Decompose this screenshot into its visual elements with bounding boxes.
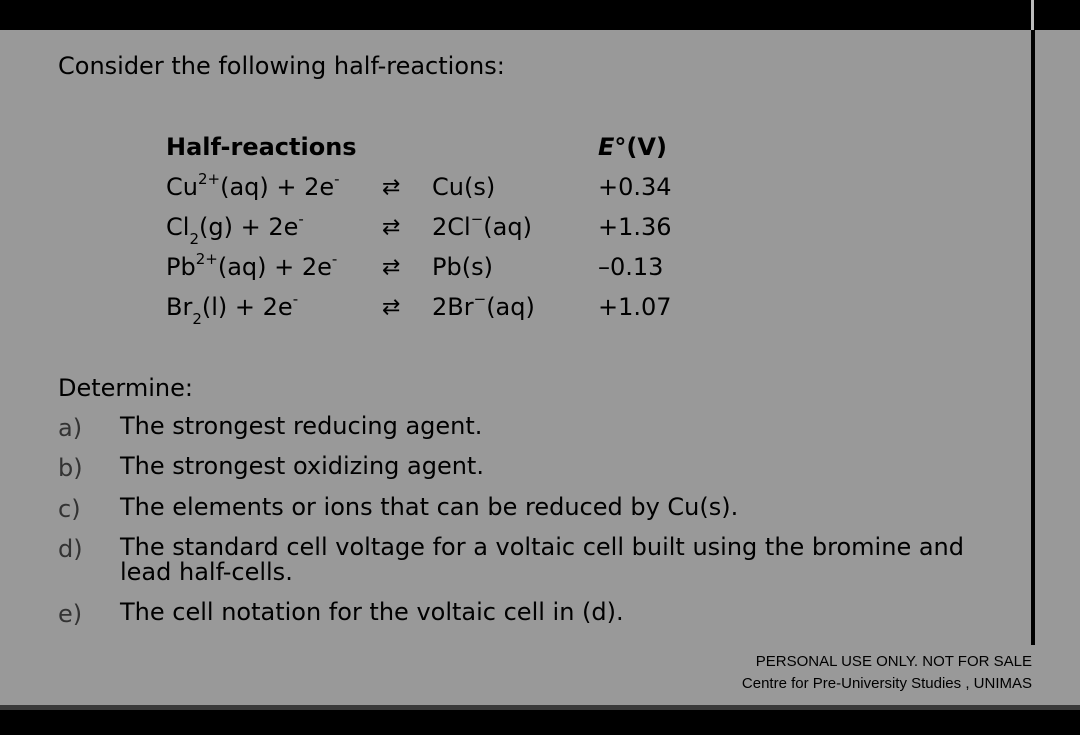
potential-3: +1.07 — [598, 293, 672, 321]
species-rest: (g) + 2e — [198, 213, 299, 241]
potential-2: –0.13 — [598, 253, 664, 281]
potential-0: +0.34 — [598, 173, 672, 201]
reaction-right-2 — [432, 255, 493, 279]
charge: 2+ — [197, 170, 221, 188]
electron-charge: - — [292, 290, 299, 308]
footer-institution: Centre for Pre-University Studies , UNIMAS — [741, 675, 1032, 692]
equilibrium-arrow-icon: ⇄ — [382, 215, 401, 240]
header-e-unit: °(V) — [614, 133, 667, 161]
product-rest: (aq) — [486, 293, 535, 321]
species: Cu — [166, 173, 198, 201]
reaction-right-1 — [432, 210, 532, 241]
electron-charge: - — [334, 170, 340, 188]
electron-charge: - — [331, 250, 338, 268]
product: 2Br — [432, 293, 474, 321]
footer-notice: PERSONAL USE ONLY. NOT FOR SALE — [755, 653, 1032, 670]
potential-1: +1.36 — [598, 213, 672, 241]
reaction-left-2 — [166, 250, 338, 281]
equilibrium-arrow-icon: ⇄ — [382, 295, 401, 320]
subscript: 2 — [192, 309, 202, 328]
question-text-e: The cell notation for the voltaic cell in (d). — [120, 598, 624, 626]
product: 2Cl — [432, 213, 471, 241]
reaction-right-3 — [432, 290, 535, 321]
species: Br — [166, 293, 193, 321]
charge: 2+ — [195, 250, 218, 268]
species-rest: (aq) + 2e — [220, 173, 335, 201]
question-text-a: The strongest reducing agent. — [120, 412, 483, 440]
question-letter-d: d) — [58, 535, 83, 563]
subscript: 2 — [189, 229, 199, 248]
product: Pb(s) — [432, 253, 493, 281]
electron-charge: - — [298, 210, 304, 228]
intro-text: Consider the following half-reactions: — [58, 52, 505, 80]
equilibrium-arrow-icon: ⇄ — [382, 175, 401, 200]
reaction-left-1 — [166, 210, 304, 248]
determine-heading: Determine: — [58, 374, 193, 402]
question-text-c: The elements or ions that can be reduced by Cu(s). — [120, 493, 739, 521]
product: Cu(s) — [432, 173, 496, 201]
header-e-symbol: E — [598, 133, 615, 161]
question-text-d: The standard cell voltage for a voltaic cell built using the bromine and lead half-cells. — [120, 533, 964, 586]
equilibrium-arrow-icon: ⇄ — [382, 255, 401, 280]
charge: − — [470, 210, 484, 228]
question-letter-c: c) — [58, 495, 81, 523]
species-rest: (aq) + 2e — [217, 253, 332, 281]
question-letter-a: a) — [58, 414, 83, 442]
right-rule — [1031, 30, 1035, 645]
charge: − — [473, 290, 487, 308]
species: Cl — [166, 213, 190, 241]
header-e-volts — [598, 135, 667, 159]
question-text-b: The strongest oxidizing agent. — [120, 452, 484, 480]
reaction-left-0 — [166, 170, 340, 201]
reaction-right-0 — [432, 175, 495, 199]
header-half-reactions: Half-reactions — [166, 133, 357, 161]
species-rest: (l) + 2e — [201, 293, 293, 321]
species: Pb — [166, 253, 196, 281]
reaction-left-3 — [166, 290, 299, 328]
top-tick — [1031, 0, 1034, 30]
question-letter-b: b) — [58, 454, 83, 482]
top-bar — [0, 0, 1080, 30]
product-rest: (aq) — [483, 213, 532, 241]
question-letter-e: e) — [58, 600, 83, 628]
bottom-bar — [0, 710, 1080, 735]
